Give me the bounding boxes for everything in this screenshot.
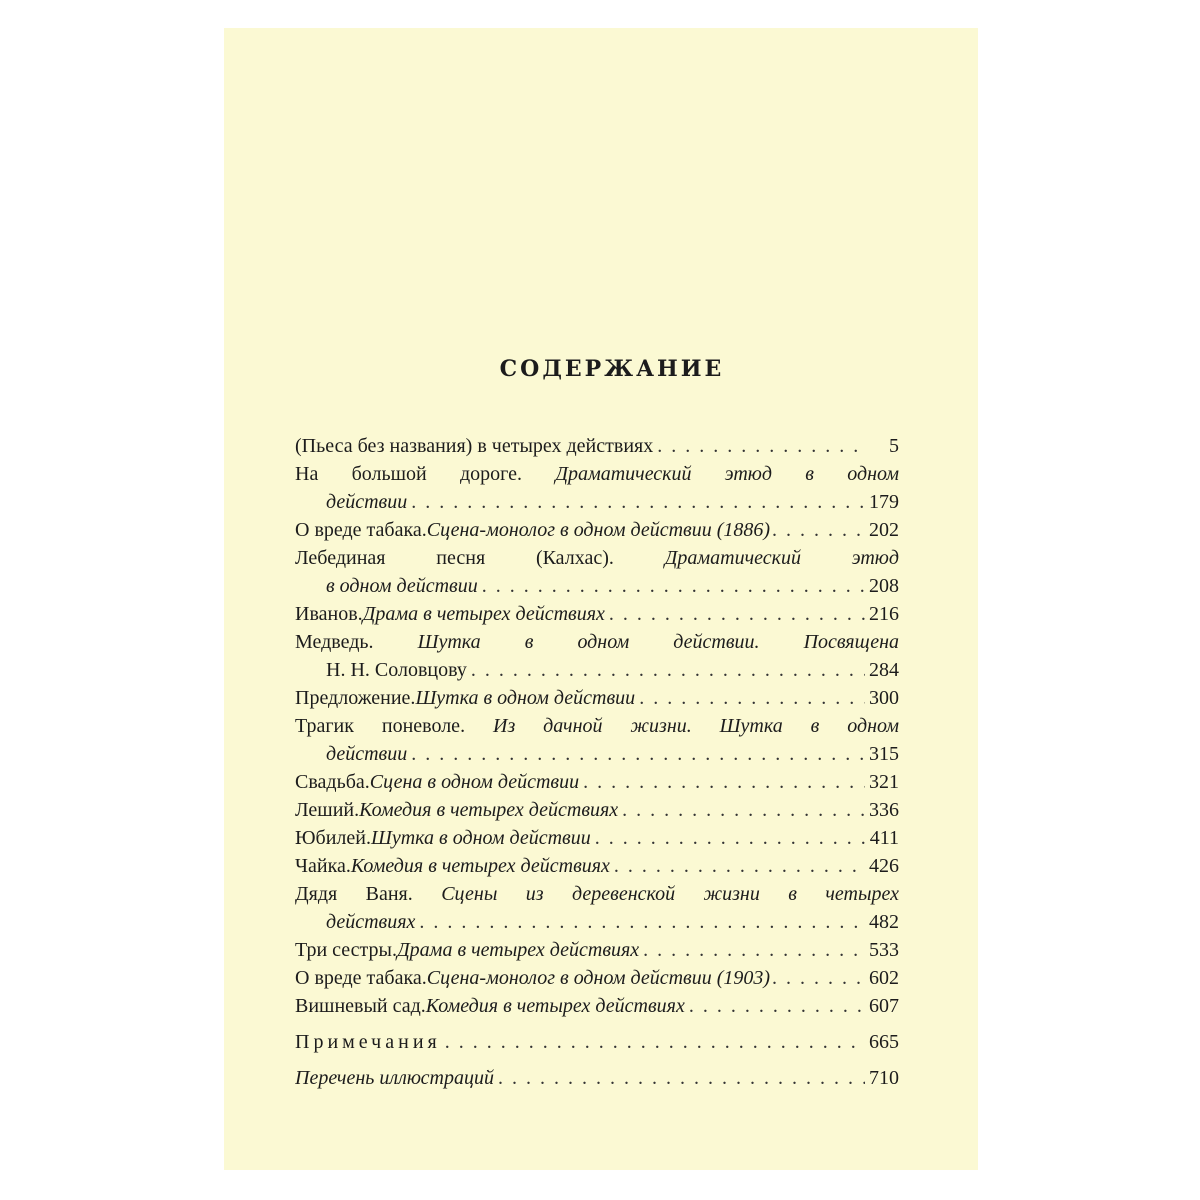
toc-entry-subtitle-continued: действии bbox=[326, 743, 408, 765]
toc-entry-subtitle: Шутка в одном действии. Посвящена bbox=[417, 631, 899, 653]
toc-entry-title: Лебединая песня (Калхас). bbox=[295, 547, 665, 569]
dot-leader bbox=[595, 824, 866, 852]
dot-leader bbox=[498, 1064, 865, 1092]
book-page bbox=[224, 28, 978, 1170]
toc-entry-page: 602 bbox=[869, 967, 899, 989]
toc-entry bbox=[295, 432, 899, 460]
toc-entry-subtitle-continued: в одном действии bbox=[326, 575, 478, 597]
toc-entry-subtitle: Драматический этюд в одном bbox=[555, 463, 899, 485]
toc-entry-subtitle: Сцена в одном действии bbox=[369, 771, 580, 793]
toc-entry-title: Юбилей. bbox=[295, 827, 371, 849]
toc-entry-page: 202 bbox=[869, 519, 899, 541]
toc-entry-page: 482 bbox=[869, 911, 899, 933]
toc-entry-title: Чайка. bbox=[295, 855, 351, 877]
toc-entry-title: Дядя Ваня. bbox=[295, 883, 442, 905]
spacer bbox=[295, 1020, 899, 1028]
toc-entry-page: 179 bbox=[869, 491, 899, 513]
toc-entry-subtitle: Шутка в одном действии bbox=[371, 827, 591, 849]
dot-leader bbox=[419, 908, 865, 936]
toc-entry-title: (Пьеса без названия) в четырех действиях bbox=[295, 435, 654, 457]
toc-entry-page: 336 bbox=[869, 799, 899, 821]
toc-entry-page: 321 bbox=[869, 771, 899, 793]
toc-entry bbox=[295, 852, 899, 880]
toc-entry bbox=[295, 516, 899, 544]
toc-entry-subtitle: Сцена-монолог в одном действии (1886) bbox=[426, 519, 771, 541]
dot-leader bbox=[639, 684, 865, 712]
toc-entry-subtitle-continued: Н. Н. Соловцову bbox=[326, 659, 467, 681]
toc-entry-subtitle: Сцена-монолог в одном действии (1903) bbox=[426, 967, 771, 989]
toc-entry-subtitle: Комедия в четырех действиях bbox=[425, 995, 685, 1017]
toc-entry bbox=[295, 460, 899, 516]
dot-leader bbox=[772, 516, 867, 544]
toc-entry-notes bbox=[295, 1028, 899, 1056]
toc-entry-subtitle: Комедия в четырех действиях bbox=[350, 855, 610, 877]
toc-entry-title: Трагик поневоле. bbox=[295, 715, 493, 737]
toc-entry-page: 5 bbox=[889, 435, 899, 457]
toc-entry-illustrations bbox=[295, 1064, 899, 1092]
dot-leader bbox=[643, 936, 865, 964]
toc-entry-title: Вишневый сад. bbox=[295, 995, 426, 1017]
table-of-contents bbox=[295, 432, 899, 1092]
toc-entry bbox=[295, 880, 899, 936]
toc-entry-subtitle: Из дачной жизни. Шутка в одном bbox=[493, 715, 899, 737]
dot-leader bbox=[411, 488, 865, 516]
toc-entry-title: О вреде табака. bbox=[295, 519, 427, 541]
toc-entry-subtitle: Драматический этюд bbox=[664, 547, 899, 569]
toc-entry-title: Медведь. bbox=[295, 631, 418, 653]
toc-entry-page: 710 bbox=[869, 1067, 899, 1089]
toc-entry-title: Леший. bbox=[295, 799, 360, 821]
toc-entry bbox=[295, 600, 899, 628]
toc-entry-subtitle: Драма в четырех действиях bbox=[396, 939, 640, 961]
dot-leader bbox=[471, 656, 865, 684]
dot-leader bbox=[622, 796, 865, 824]
toc-entry-title: Свадьба. bbox=[295, 771, 370, 793]
toc-entry-page: 665 bbox=[869, 1031, 899, 1053]
toc-entry-page: 284 bbox=[869, 659, 899, 681]
toc-entry-title: Иванов. bbox=[295, 603, 363, 625]
toc-entry-subtitle: Комедия в четырех действиях bbox=[359, 799, 619, 821]
toc-entry-page: 411 bbox=[869, 827, 899, 849]
toc-entry-title: О вреде табака. bbox=[295, 967, 427, 989]
dot-leader bbox=[609, 600, 865, 628]
toc-entry-page: 216 bbox=[869, 603, 899, 625]
toc-entry-page: 607 bbox=[869, 995, 899, 1017]
toc-entry-page: 208 bbox=[869, 575, 899, 597]
page-title: СОДЕРЖАНИЕ bbox=[499, 356, 725, 382]
dot-leader bbox=[614, 852, 865, 880]
toc-entry bbox=[295, 628, 899, 684]
toc-entry-page: 300 bbox=[869, 687, 899, 709]
toc-entry-subtitle: Драма в четырех действиях bbox=[362, 603, 605, 625]
toc-entry-page: 426 bbox=[869, 855, 899, 877]
toc-entry bbox=[295, 824, 899, 852]
toc-entry-title: Три сестры. bbox=[295, 939, 397, 961]
toc-entry bbox=[295, 992, 899, 1020]
toc-entry bbox=[295, 712, 899, 768]
toc-entry bbox=[295, 964, 899, 992]
dot-leader bbox=[482, 572, 865, 600]
toc-entry bbox=[295, 544, 899, 600]
toc-entry-subtitle-continued: действиях bbox=[326, 911, 416, 933]
toc-entry-page: 533 bbox=[869, 939, 899, 961]
dot-leader bbox=[689, 992, 865, 1020]
toc-entry-title: Предложение. bbox=[295, 687, 416, 709]
dot-leader bbox=[657, 432, 867, 460]
toc-entry-subtitle: Сцены из деревенской жизни в четырех bbox=[441, 883, 899, 905]
dot-leader bbox=[445, 1028, 865, 1056]
toc-entry-page: 315 bbox=[869, 743, 899, 765]
toc-entry bbox=[295, 684, 899, 712]
toc-entry-title: Перечень иллюстраций bbox=[295, 1067, 494, 1089]
toc-entry bbox=[295, 768, 899, 796]
toc-entry bbox=[295, 936, 899, 964]
toc-entry bbox=[295, 796, 899, 824]
toc-entry-subtitle-continued: действии bbox=[326, 491, 408, 513]
toc-entry-title: Примечания bbox=[295, 1031, 441, 1053]
dot-leader bbox=[772, 964, 867, 992]
dot-leader bbox=[411, 740, 865, 768]
spacer bbox=[295, 1056, 899, 1064]
toc-entry-title: На большой дороге. bbox=[295, 463, 556, 485]
dot-leader bbox=[583, 768, 865, 796]
toc-entry-subtitle: Шутка в одном действии bbox=[415, 687, 636, 709]
